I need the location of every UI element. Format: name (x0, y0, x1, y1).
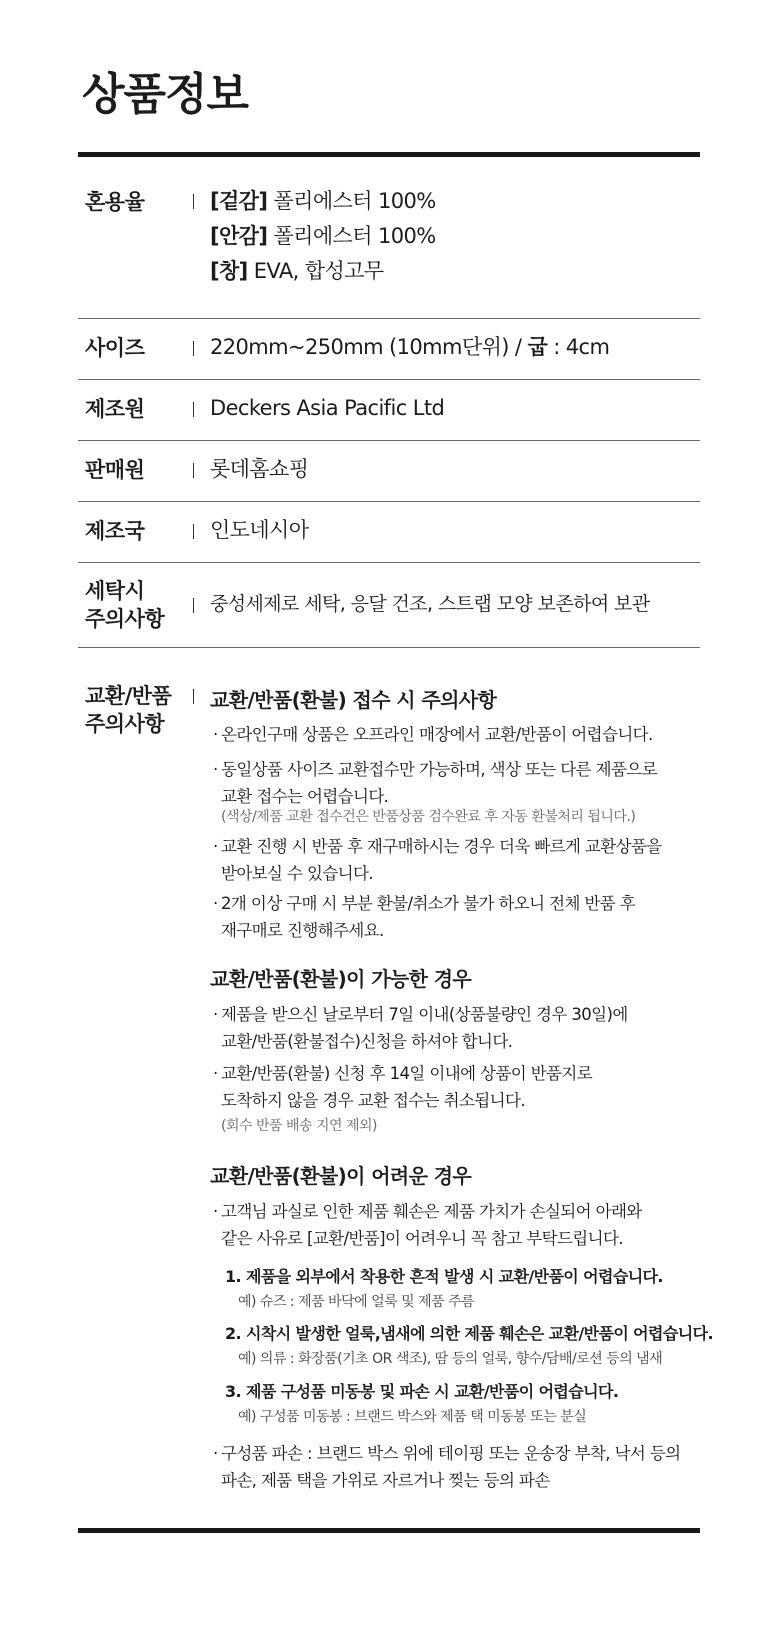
country-label: 제조국 (85, 519, 145, 543)
section-heading-possible-cases: 교환/반품(환불)이 가능한 경우 (210, 967, 472, 991)
bullet-item: · 동일상품 사이즈 교환접수만 가능하며, 색상 또는 다른 제품으로 교환 접수는 어렵습니다. (213, 760, 657, 806)
size-value: 220mm~250mm (10mm단위) / 굽 : 4cm (210, 335, 610, 359)
seller-label: 판매원 (85, 458, 145, 482)
bullet-item: · 제품을 받으신 날로부터 7일 이내(상품불량인 경우 30일)에 교환/반품(환불접수)신청을 하셔야 합니다. (213, 1005, 628, 1051)
separator-bar (193, 463, 194, 478)
exchange-label-line2: 주의사항 (85, 712, 165, 736)
numbered-item: 2. 시착시 발생한 얼룩,냄새에 의한 제품 훼손은 교환/반품이 어렵습니다. (225, 1324, 713, 1343)
bullet-item: · 교환 진행 시 반품 후 재구매하시는 경우 더욱 빠르게 교환상품을 받아보실 수 있습니다. (213, 837, 662, 883)
bullet-item: · 2개 이상 구매 시 부분 환불/취소가 불가 하오니 전체 반품 후 재구매로 진행해주세요. (213, 894, 636, 940)
bullet-item: · 고객님 과실로 인한 제품 훼손은 제품 가치가 손실되어 아래와 같은 사유로 [교환/반품]이 어려우니 꼭 참고 부탁드립니다. (213, 1202, 642, 1248)
separator-bar (193, 598, 194, 613)
row-divider (78, 501, 700, 502)
size-label: 사이즈 (85, 336, 145, 360)
section-heading-exchange-notes: 교환/반품(환불) 접수 시 주의사항 (210, 688, 497, 712)
manufacturer-value: Deckers Asia Pacific Ltd (210, 396, 445, 420)
top-divider (78, 152, 700, 157)
page-title: 상품정보 (82, 69, 249, 120)
row-divider (78, 318, 700, 319)
separator-bar (193, 194, 194, 209)
seller-value: 롯데홈쇼핑 (210, 457, 309, 481)
composition-line-2: [안감] 폴리에스터 100% (210, 224, 436, 248)
bullet-item: · 교환/반품(환불) 신청 후 14일 이내에 상품이 반품지로 도착하지 않을 경우 교환 접수는 취소됩니다. (213, 1064, 593, 1110)
separator-bar (193, 524, 194, 539)
bottom-divider (78, 1528, 700, 1533)
section-heading-difficult-cases: 교환/반품(환불)이 어려운 경우 (210, 1164, 472, 1188)
country-value: 인도네시아 (210, 518, 309, 542)
row-divider (78, 647, 700, 648)
exchange-label-line1: 교환/반품 (85, 684, 172, 708)
washing-label-line1: 세탁시 (85, 579, 145, 603)
row-divider (78, 562, 700, 563)
bullet-note: (색상/제품 교환 접수건은 반품상품 검수완료 후 자동 환불처리 됩니다.) (221, 809, 636, 825)
manufacturer-label: 제조원 (85, 397, 145, 421)
separator-bar (193, 341, 194, 356)
washing-label-line2: 주의사항 (85, 607, 165, 631)
row-divider (78, 440, 700, 441)
bullet-item: · 구성품 파손 : 브랜드 박스 위에 테이핑 또는 운송장 부착, 낙서 등의 파손, 제품 택을 가위로 자르거나 찢는 등의 파손 (213, 1444, 681, 1490)
separator-bar (193, 402, 194, 417)
example-text: 예) 구성품 미동봉 : 브랜드 박스와 제품 택 미동봉 또는 분실 (238, 1409, 587, 1425)
numbered-item: 3. 제품 구성품 미동봉 및 파손 시 교환/반품이 어렵습니다. (225, 1382, 619, 1401)
composition-line-3: [창] EVA, 합성고무 (210, 259, 384, 283)
separator-bar (193, 689, 194, 704)
numbered-item: 1. 제품을 외부에서 착용한 흔적 발생 시 교환/반품이 어렵습니다. (225, 1267, 663, 1286)
bullet-note: (회수 반품 배송 지연 제외) (221, 1118, 377, 1134)
example-text: 예) 의류 : 화장품(기초 OR 색조), 땀 등의 얼룩, 향수/담배/로션 등의 냄새 (238, 1351, 663, 1367)
row-divider (78, 379, 700, 380)
washing-value: 중성세제로 세탁, 응달 건조, 스트랩 모양 보존하여 보관 (210, 593, 650, 615)
example-text: 예) 슈즈 : 제품 바닥에 얼룩 및 제품 주름 (238, 1294, 475, 1310)
composition-line-1: [겉감] 폴리에스터 100% (210, 189, 436, 213)
composition-label: 혼용율 (85, 190, 145, 214)
bullet-item: · 온라인구매 상품은 오프라인 매장에서 교환/반품이 어렵습니다. (213, 725, 653, 744)
